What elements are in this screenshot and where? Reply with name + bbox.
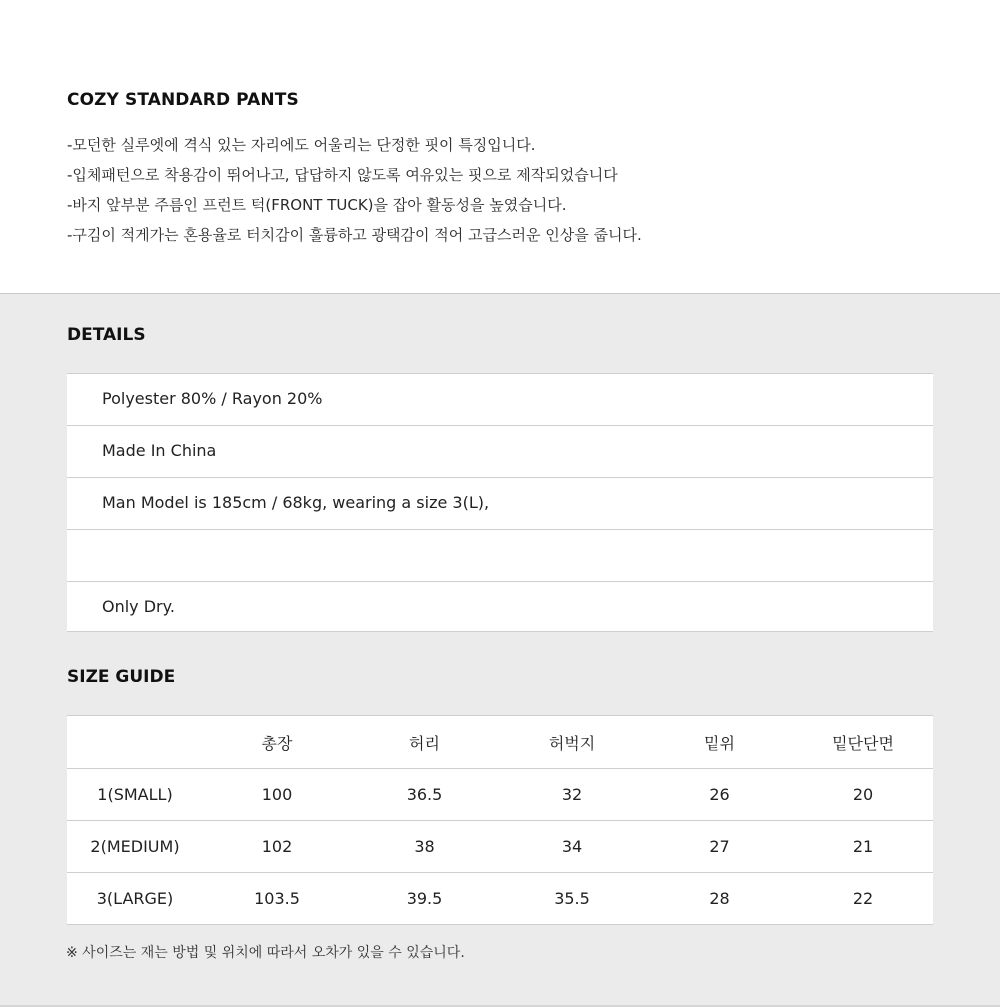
- details-row-origin: Made In China: [67, 426, 933, 478]
- size-label: 1(SMALL): [67, 769, 203, 821]
- product-description-list: [67, 133, 642, 253]
- product-title: COZY STANDARD PANTS: [67, 90, 299, 110]
- size-cell: 28: [646, 873, 793, 925]
- description-line: -구김이 적게가는 혼용율로 터치감이 훌륭하고 광택감이 적어 고급스러운 인상을 줍니다.: [67, 226, 642, 244]
- details-row-empty: [67, 530, 933, 582]
- size-cell: 21: [793, 821, 933, 873]
- size-header-empty: [67, 716, 203, 769]
- size-cell: 38: [351, 821, 498, 873]
- size-cell: 103.5: [203, 873, 351, 925]
- details-row-model: Man Model is 185cm / 68kg, wearing a size 3(L),: [67, 478, 933, 530]
- size-cell: 27: [646, 821, 793, 873]
- size-cell: 32: [498, 769, 646, 821]
- size-cell: 34: [498, 821, 646, 873]
- size-guide-title: SIZE GUIDE: [67, 667, 176, 687]
- details-row-fabric: Polyester 80% / Rayon 20%: [67, 374, 933, 426]
- size-header-waist: 허리: [351, 716, 498, 769]
- size-header-rise: 밑위: [646, 716, 793, 769]
- size-cell: 102: [203, 821, 351, 873]
- size-note: ※ 사이즈는 재는 방법 및 위치에 따라서 오차가 있을 수 있습니다.: [66, 945, 465, 961]
- size-header-hem: 밑단단면: [793, 716, 933, 769]
- size-guide-table: [67, 715, 933, 925]
- size-cell: 22: [793, 873, 933, 925]
- size-row-medium: [67, 821, 933, 873]
- size-header-row: [67, 716, 933, 769]
- size-row-small: [67, 769, 933, 821]
- description-line: -바지 앞부분 주름인 프런트 턱(FRONT TUCK)을 잡아 활동성을 높였습니다.: [67, 196, 567, 214]
- size-label: 2(MEDIUM): [67, 821, 203, 873]
- details-table: [67, 373, 933, 632]
- size-row-large: [67, 873, 933, 925]
- details-row-care: Only Dry.: [67, 582, 933, 632]
- size-cell: 36.5: [351, 769, 498, 821]
- size-cell: 26: [646, 769, 793, 821]
- product-intro-section: [0, 0, 1000, 294]
- size-cell: 39.5: [351, 873, 498, 925]
- description-line: -모던한 실루엣에 격식 있는 자리에도 어울리는 단정한 핏이 특징입니다.: [67, 136, 536, 154]
- size-cell: 35.5: [498, 873, 646, 925]
- description-line: -입체패턴으로 착용감이 뛰어나고, 답답하지 않도록 여유있는 핏으로 제작되었습니다: [67, 166, 618, 184]
- details-title: DETAILS: [67, 325, 146, 345]
- size-cell: 20: [793, 769, 933, 821]
- size-cell: 100: [203, 769, 351, 821]
- size-label: 3(LARGE): [67, 873, 203, 925]
- size-header-total-length: 총장: [203, 716, 351, 769]
- size-header-thigh: 허벅지: [498, 716, 646, 769]
